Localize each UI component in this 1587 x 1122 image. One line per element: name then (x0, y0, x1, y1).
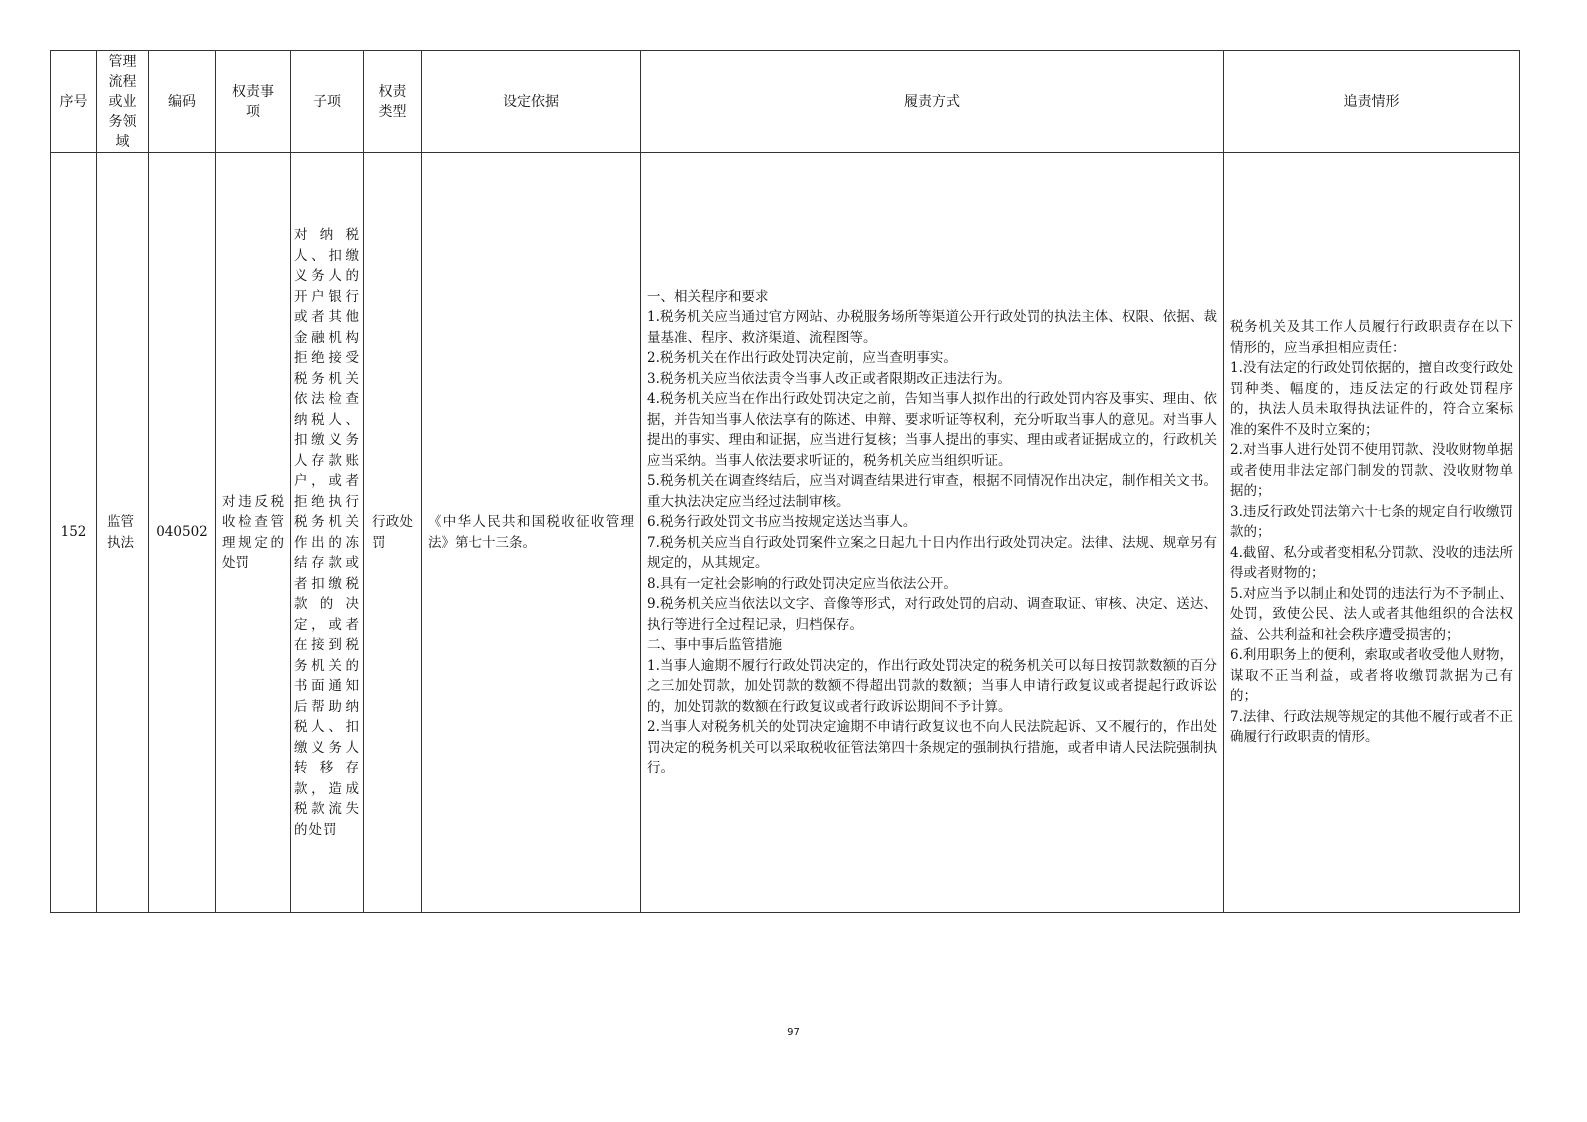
cell-subitem: 对纳税人、扣缴义务人的开户银行或者其他金融机构拒绝接受税务机关依法检查纳税人、扣缴义务人存款账户，或者拒绝执行税务机关作出的冻结存款或者扣缴税款的决定，或者在接到税务机关的书面通知后帮助纳税人、扣缴义务人转移存款，造成税款流失的处罚 (291, 153, 364, 913)
cell-accountability (1224, 153, 1520, 913)
header-method: 履责方式 (641, 51, 1224, 153)
method-paragraph: 7.税务机关应当自行政处罚案件立案之日起九十日内作出行政处罚决定。法律、法规、规章另有规定的，从其规定。 (647, 534, 1217, 571)
header-basis: 设定依据 (422, 51, 641, 153)
method-paragraph: 二、事中事后监管措施 (647, 637, 782, 653)
accountability-paragraph: 5.对应当予以制止和处罚的违法行为不予制止、处罚，致使公民、法人或者其他组织的合法权益、公共利益和社会秩序遭受损害的； (1230, 585, 1513, 643)
header-type: 权责类型 (364, 51, 422, 153)
method-paragraph: 4.税务机关应当在作出行政处罚决定之前，告知当事人拟作出的行政处罚内容及事实、理由、依据，并告知当事人依法享有的陈述、申辩、要求听证等权利，充分听取当事人的意见。对当事人提出的事实、理由和证据，应当进行复核；当事人提出的事实、理由或者证据成立的，行政机关应当采纳。当事人依法要求听证的，税务机关应当组织听证。 (647, 391, 1217, 469)
cell-code: 040502 (149, 153, 216, 913)
cell-basis: 《中华人民共和国税收征收管理法》第七十三条。 (422, 153, 641, 913)
method-paragraph: 一、相关程序和要求 (647, 288, 769, 305)
method-paragraph: 3.税务机关应当依法责令当事人改正或者限期改正违法行为。 (647, 370, 1011, 387)
cell-item: 对违反税收检查管理规定的处罚 (216, 153, 291, 913)
accountability-paragraph: 3.违反行政处罚法第六十七条的规定自行收缴罚款的； (1230, 503, 1513, 541)
accountability-paragraph: 6.利用职务上的便利，索取或者收受他人财物，谋取不正当利益，或者将收缴罚款据为己有的； (1230, 647, 1513, 705)
method-paragraph: 8.具有一定社会影响的行政处罚决定应当依法公开。 (647, 575, 957, 592)
table-row (51, 153, 1520, 913)
method-paragraph: 6.税务行政处罚文书应当按规定送达当事人。 (647, 514, 917, 530)
accountability-paragraph: 2.对当事人进行处罚不使用罚款、没收财物单据或者使用非法定部门制发的罚款、没收财物单据的； (1230, 442, 1513, 500)
cell-method (641, 153, 1224, 913)
header-domain: 管理流程或业务领域 (97, 51, 149, 153)
method-paragraph: 2.当事人对税务机关的处罚决定逾期不申请行政复议也不向人民法院起诉、又不履行的，作出处罚决定的税务机关可以采取税收征管法第四十条规定的强制执行措施，或者申请人民法院强制执行。 (647, 719, 1217, 776)
method-paragraph: 9.税务机关应当依法以文字、音像等形式，对行政处罚的启动、调查取证、审核、决定、送达、执行等进行全过程记录，归档保存。 (647, 596, 1217, 633)
method-paragraph: 1.当事人逾期不履行行政处罚决定的，作出行政处罚决定的税务机关可以每日按罚款数额的百分之三加处罚款，加处罚款的数额不得超出罚款的数额；当事人申请行政复议或者提起行政诉讼的，加处罚款的数额在行政复议或者行政诉讼期间不予计算。 (647, 657, 1217, 715)
header-code: 编码 (149, 51, 216, 153)
cell-type: 行政处罚 (364, 153, 422, 913)
header-row (51, 51, 1520, 153)
method-paragraph: 2.税务机关在作出行政处罚决定前，应当查明事实。 (647, 350, 957, 366)
page-number: 97 (787, 1027, 800, 1038)
accountability-paragraph: 7.法律、行政法规等规定的其他不履行或者不正确履行行政职责的情形。 (1230, 708, 1513, 746)
accountability-paragraph: 1.没有法定的行政处罚依据的，擅自改变行政处罚种类、幅度的，违反法定的行政处罚程序的，执法人员未取得执法证件的，符合立案标准的案件不及时立案的； (1230, 360, 1513, 438)
method-paragraph: 1.税务机关应当通过官方网站、办税服务场所等渠道公开行政处罚的执法主体、权限、依据、裁量基准、程序、救济渠道、流程图等。 (647, 309, 1217, 346)
header-item: 权责事项 (216, 51, 291, 153)
accountability-paragraph: 税务机关及其工作人员履行行政职责存在以下情形的，应当承担相应责任： (1230, 319, 1513, 356)
cell-domain: 监管执法 (97, 153, 149, 913)
accountability-paragraph: 4.截留、私分或者变相私分罚款、没收的违法所得或者财物的； (1230, 544, 1513, 582)
header-subitem: 子项 (291, 51, 364, 153)
cell-seq: 152 (51, 153, 97, 913)
header-accountability: 追责情形 (1224, 51, 1520, 153)
header-seq: 序号 (51, 51, 97, 153)
method-paragraph: 5.税务机关在调查终结后，应当对调查结果进行审查，根据不同情况作出决定，制作相关文书。重大执法决定应当经过法制审核。 (647, 473, 1217, 510)
responsibility-table (50, 50, 1520, 913)
